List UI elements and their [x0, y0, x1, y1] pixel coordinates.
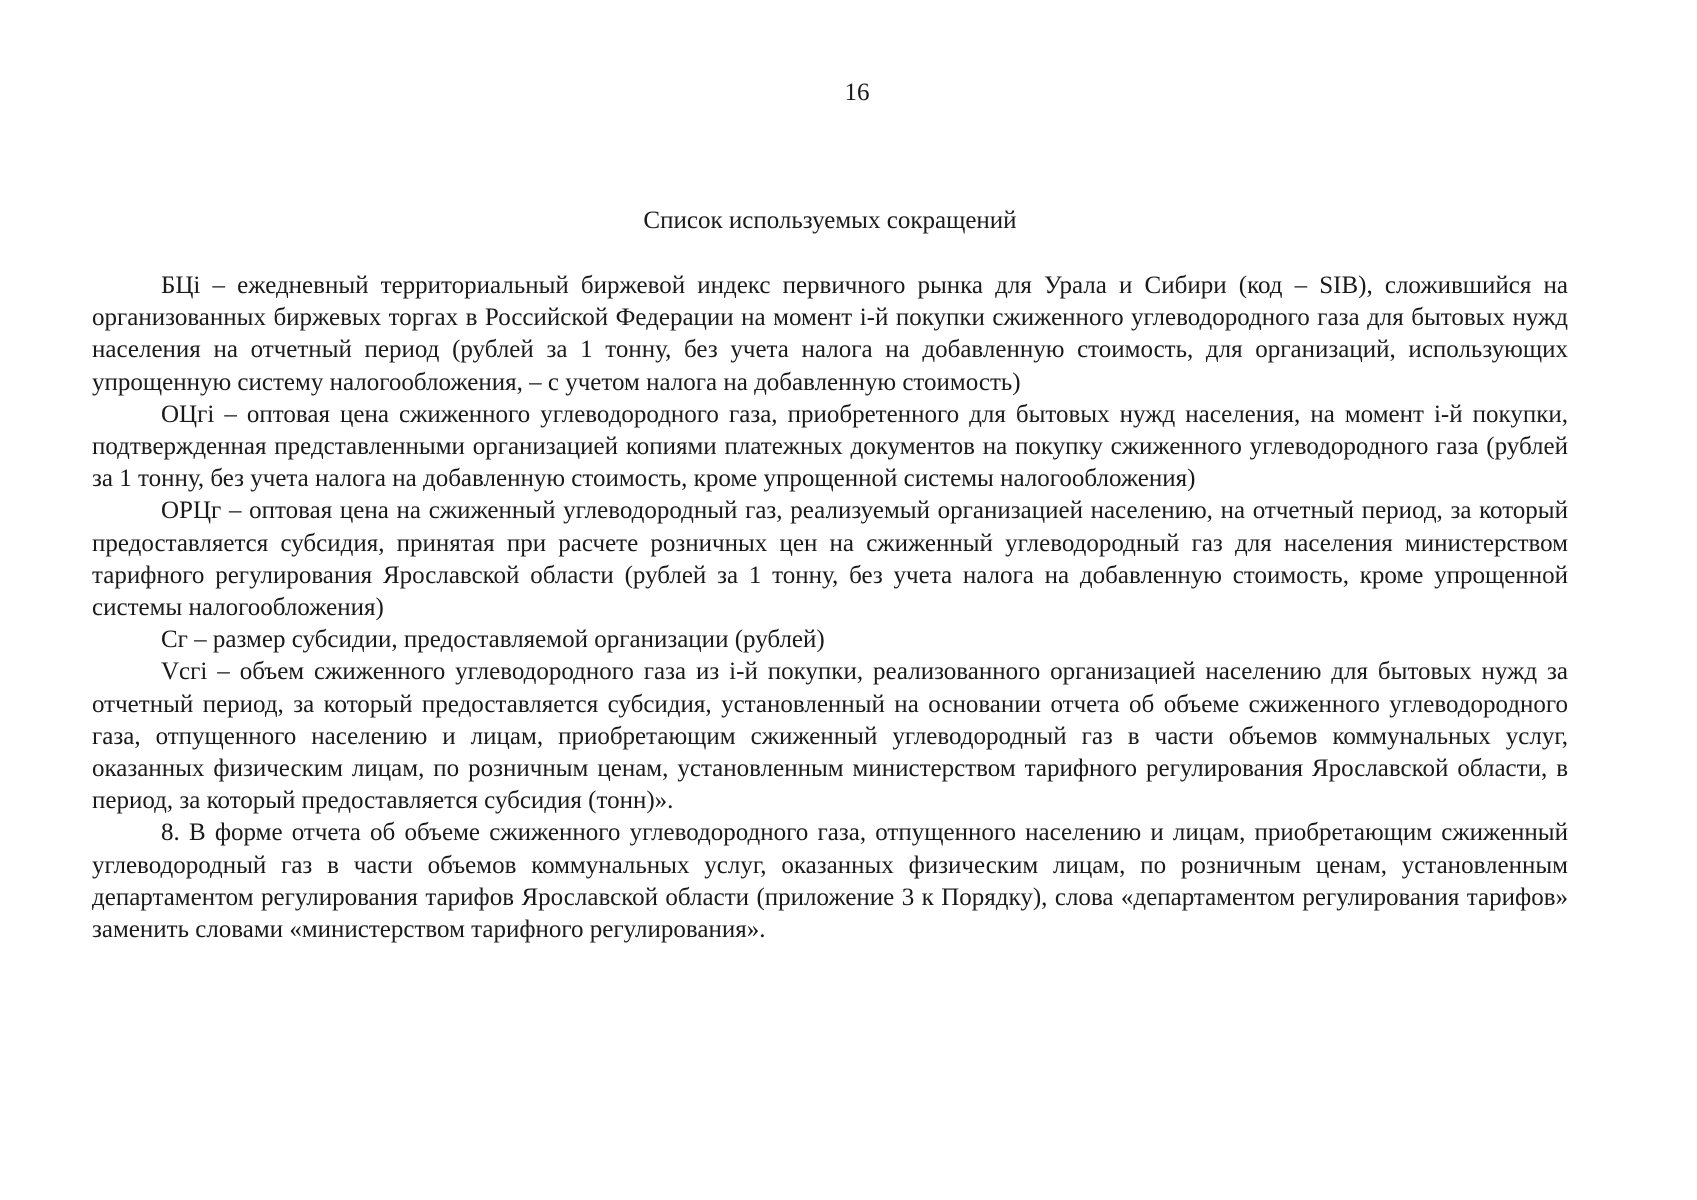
definition-vsgi: Vсгi – объем сжиженного углеводородного газа из i-й покупки, реализованного организацией населению для бытовых нужд за отчетный период, за который предоставляется субсидия, установленный на основании отчета об объеме сжиженного углеводородного газа, отпущенного населению и лицам, приобретающим сжиженный углеводородный газ в части объемов коммунальных услуг, оказанных физическим лицам, по розничным ценам, установленным министерством тарифного регулирования Ярославской области, в период, за который предоставляется субсидия (тонн)».	[92, 658, 1568, 815]
definition-orcg: ОРЦг – оптовая цена на сжиженный углеводородный газ, реализуемый организацией населению, на отчетный период, за который предоставляется субсидия, принятая при расчете розничных цен на сжиженный углеводородный газ для населения министерством тарифного регулирования Ярославской области (рублей за 1 тонну, без учета налога на добавленную стоимость, кроме упрощенной системы налогообложения)	[92, 497, 1568, 622]
document-body	[92, 270, 1568, 946]
definition-bci: БЦi – ежедневный территориальный биржевой индекс первичного рынка для Урала и Сибири (код – SIB), сложившийся на организованных биржевых торгах в Российской Федерации на момент i-й покупки сжиженного углеводородного газа для бытовых нужд населения на отчетный период (рублей за 1 тонну, без учета налога на добавленную стоимость, для организаций, использующих упрощенную систему налогообложения, – с учетом налога на добавленную стоимость)	[92, 272, 1568, 396]
section-heading: Список используемых сокращений	[643, 207, 1017, 234]
definition-ocgi: ОЦгi – оптовая цена сжиженного углеводородного газа, приобретенного для бытовых нужд населения, на момент i-й покупки, подтвержденная представленными организацией копиями платежных документов на покупку сжиженного углеводородного газа (рублей за 1 тонну, без учета налога на добавленную стоимость, кроме упрощенной системы налогообложения)	[92, 400, 1568, 493]
page-number: 16	[844, 79, 870, 106]
definition-sg: Сг – размер субсидии, предоставляемой организации (рублей)	[161, 626, 825, 654]
amendment-item-8: 8. В форме отчета об объеме сжиженного углеводородного газа, отпущенного населению и лицам, приобретающим сжиженный углеводородный газ в части объемов коммунальных услуг, оказанных физическим лицам, по розничным ценам, установленным департаментом регулирования тарифов Ярославской области (приложение 3 к Порядку), слова «департаментом регулирования тарифов» заменить словами «министерством тарифного регулирования».	[92, 819, 1568, 944]
